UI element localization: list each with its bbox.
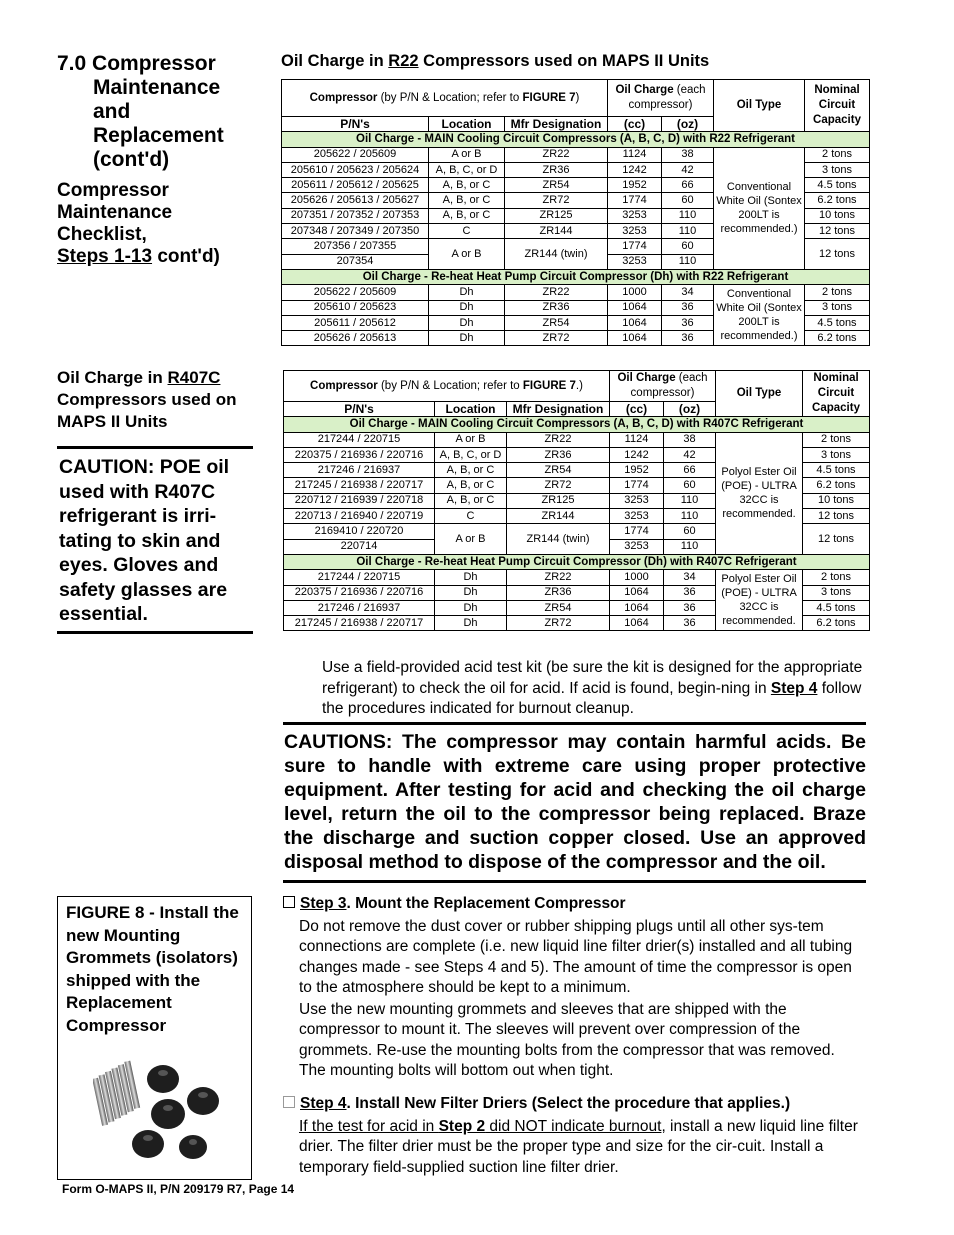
step-4 [283,1094,865,1178]
table-row: 205611 / 205612 Dh ZR54 1064 36 4.5 tons [282,315,870,330]
figure-caption: FIGURE 8 - Install the new Mounting Grommets (isolators) shipped with the Replacement Compressor [66,903,239,1035]
oil-charge-header: Oil Charge (each compressor) [610,371,716,402]
r407c-link[interactable]: R407C [167,368,221,387]
step3-paragraph-2: Use the new mounting grommets and sleeves that are shipped with the compressor to mount it. The sleeves will prevent over compression of the grommets. Re-use the mounting bolts from the compressor that was removed. The mounting bolts will bottom out when tight. [299,1000,835,1079]
acid-text: Use a field-provided acid test kit (be sure the kit is designed for the appropriate refrigerant) to check the oil for acid. If acid is found, begin-ning in [322,659,863,697]
table-row: 2169410 / 220720 A or B ZR144 (twin) 1774 60 12 tons [284,524,870,539]
step4-link[interactable]: Step 4 [770,679,818,697]
figure-8 [57,896,252,1180]
section-title-line: Replacement [93,124,224,147]
step4-paragraph: If the test for acid in Step 2 did NOT indicate burnout, install a new liquid line filter drier. The filter drier must be the proper type and size for the cir-cuit. Install a temporary field-supplied suction line filter drier. [299,1117,858,1176]
oil-type-cell: Conventional White Oil (Sontex 200LT is recommended.) [714,285,805,346]
table-row: 220714 3253 110 [284,539,870,554]
table-row: 207356 / 207355 A or B ZR144 (twin) 1774 60 12 tons [282,239,870,254]
section-title-line: and [93,100,131,123]
poe-caution-text: CAUTION: POE oil used with R407C refrigerant is irri-tating to skin and eyes. Gloves and safety glasses are essential. [59,456,230,625]
r22-title-pre: Oil Charge in [281,52,389,70]
checklist-subheading-tail: cont'd) [152,246,220,267]
oil-charge-header: Oil Charge (each compressor) [608,80,714,117]
step4-title-link[interactable]: Step 4 [300,1095,347,1112]
table-row: 220713 / 216940 / 220719 C ZR144 3253 110 12 tons [284,509,870,524]
oil-type-header: Oil Type [714,80,805,132]
r22-table-title [281,52,709,71]
table-row: 217244 / 220715 Dh ZR22 1000 34 Polyol Ester Oil (POE) - ULTRA 32CC is recommended. 2 tons [284,570,870,585]
table-row: 205610 / 205623 / 205624 A, B, C, or D ZR36 1242 42 3 tons [282,162,870,177]
table-row: 217245 / 216938 / 220717 A, B, or C ZR72 1774 60 6.2 tons [284,478,870,493]
checklist-subheading [57,180,252,268]
step-3 [283,894,865,1082]
acid-text-tail: follow the procedures indicated for burnout cleanup. [322,679,862,717]
section-number: 7.0 [57,52,87,75]
table-row: 205622 / 205609 Dh ZR22 1000 34 Conventional White Oil (Sontex 200LT is recommended.) 2 tons [282,285,870,300]
compressor-header: Compressor (by P/N & Location; refer to FIGURE 7) [282,80,608,117]
table-row: 205610 / 205623 Dh ZR36 1064 36 3 tons [282,300,870,315]
r407c-heading [57,367,252,433]
step3-checkbox[interactable] [283,896,295,908]
step3-paragraph-1: Do not remove the dust cover or rubber shipping plugs until all other sys-tem connections are complete (i.e. new liquid line filter drier(s) installed and all tubing changes made - see Steps 4 and 5). The amount of time the compressor is open to the atmosphere should be kept to a minimum. [299,917,853,996]
table-row: 205622 / 205609 A or B ZR22 1124 38 Conventional White Oil (Sontex 200LT is recommended.) 2 tons [282,147,870,162]
table-row: 220375 / 216936 / 220716 A, B, C, or D ZR36 1242 42 3 tons [284,447,870,462]
r22-link[interactable]: R22 [388,52,419,70]
cautions-block [283,722,866,883]
grommets-image [93,1059,233,1179]
section-title-line: Maintenance [93,76,221,99]
table-row: 205611 / 205612 / 205625 A, B, or C ZR54 1952 66 4.5 tons [282,178,870,193]
oil-type-header: Oil Type [716,371,803,417]
r22-title-post: Compressors used on MAPS II Units [418,52,710,70]
section-title-line: (cont'd) [93,148,170,171]
step3-link[interactable]: Step 3 [300,895,347,912]
col-mfr: Mfr Designation [507,402,610,417]
section-title-line: Compressor [92,52,216,75]
table-row: 207348 / 207349 / 207350 C ZR144 3253 110 12 tons [282,224,870,239]
col-oz: (oz) [664,402,716,417]
col-oz: (oz) [662,117,714,132]
table-row: 220375 / 216936 / 220716 Dh ZR36 1064 36 3 tons [284,585,870,600]
oil-type-cell: Polyol Ester Oil (POE) - ULTRA 32CC is recommended. [716,432,803,554]
col-pn: P/N's [284,402,435,417]
col-location: Location [435,402,507,417]
table-row: 205626 / 205613 / 205627 A, B, or C ZR72 1774 60 6.2 tons [282,193,870,208]
r407c-heading-pre: Oil Charge in [57,368,168,387]
group-reheat-r22: Oil Charge - Re-heat Heat Pump Circuit Compressor (Dh) with R22 Refrigerant [282,269,870,284]
group-reheat-r407c: Oil Charge - Re-heat Heat Pump Circuit Compressor (Dh) with R407C Refrigerant [284,554,870,569]
table-row: 207351 / 207352 / 207353 A, B, or C ZR125 3253 110 10 tons [282,208,870,223]
step2-link[interactable]: Step 2 [438,1117,486,1135]
step4-checkbox[interactable] [283,1096,295,1108]
poe-caution-box [57,446,253,634]
table-row: 217246 / 216937 Dh ZR54 1064 36 4.5 tons [284,600,870,615]
r22-oil-charge-table [281,79,870,346]
table-row: 217244 / 220715 A or B ZR22 1124 38 Polyol Ester Oil (POE) - ULTRA 32CC is recommended. 2 tons [284,432,870,447]
col-cc: (cc) [608,117,662,132]
step3-title: . Mount the Replacement Compressor [346,895,626,912]
nominal-capacity-header: Nominal Circuit Capacity [805,80,870,132]
acid-test-paragraph [322,658,867,720]
r407c-heading-post: Compressors used on MAPS II Units [57,390,237,431]
page-footer: Form O-MAPS II, P/N 209179 R7, Page 14 [62,1182,295,1196]
table-row: 220712 / 216939 / 220718 A, B, or C ZR125 3253 110 10 tons [284,493,870,508]
r407c-oil-charge-table [283,370,870,631]
table-row: 205626 / 205613 Dh ZR72 1064 36 6.2 tons [282,331,870,346]
step4-title: . Install New Filter Driers (Select the procedure that applies.) [346,1095,791,1112]
oil-type-cell: Conventional White Oil (Sontex 200LT is recommended.) [714,147,805,269]
col-cc: (cc) [610,402,664,417]
steps-link[interactable]: Steps 1-13 [57,246,153,267]
checklist-subheading-text: Compressor Maintenance Checklist, [57,180,173,245]
col-location: Location [429,117,505,132]
oil-type-cell: Polyol Ester Oil (POE) - ULTRA 32CC is recommended. [716,570,803,631]
table-row: 217245 / 216938 / 220717 Dh ZR72 1064 36 6.2 tons [284,616,870,631]
col-pn: P/N's [282,117,429,132]
compressor-header: Compressor (by P/N & Location; refer to FIGURE 7.) [284,371,610,402]
table-row: 207354 3253 110 [282,254,870,269]
nominal-capacity-header: Nominal Circuit Capacity [803,371,870,417]
col-mfr: Mfr Designation [505,117,608,132]
group-main-r22: Oil Charge - MAIN Cooling Circuit Compressors (A, B, C, D) with R22 Refrigerant [282,132,870,147]
section-title [57,52,247,172]
group-main-r407c: Oil Charge - MAIN Cooling Circuit Compressors (A, B, C, D) with R407C Refrigerant [284,417,870,432]
table-row: 217246 / 216937 A, B, or C ZR54 1952 66 4.5 tons [284,463,870,478]
cautions-text: CAUTIONS: The compressor may contain harmful acids. Be sure to handle with extreme care using proper protective equipment. After testing for acid and checking the oil charge level, return the oil to the compressor being replaced. Braze the discharge and suction copper closed. Use an approved disposal method to dispose of the compressor and the oil. [284,731,866,873]
